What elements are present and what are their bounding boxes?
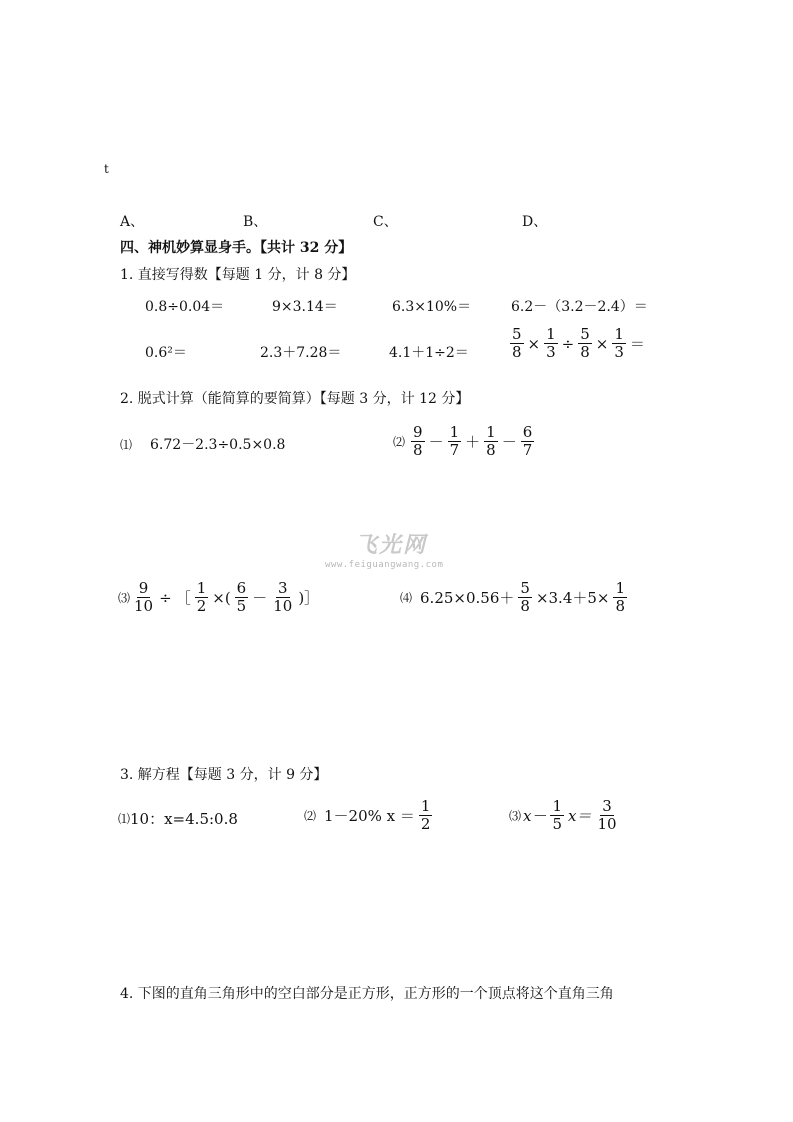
option-a: A、 — [120, 214, 145, 230]
fraction: $\frac{1}{3}$ — [546, 325, 556, 362]
fraction: $\frac{5}{8}$ — [512, 325, 522, 362]
q2-problem-4: ⑷ 6.25×0.56＋ $\frac{5}{8}$ ×3.4＋5× $\frac{1}{8}$ — [400, 579, 626, 616]
q1-item-4: 6.2－（3.2－2.4）＝ — [511, 299, 648, 315]
q4-text: 4. 下图的直角三角形中的空白部分是正方形，正方形的一个顶点将这个直角三角 — [120, 986, 614, 1002]
q1-item-7: 4.1＋1÷2＝ — [389, 345, 469, 361]
q3-problem-1: ⑴ 10：x=4.5:0.8 — [118, 810, 238, 828]
option-b: B、 — [243, 214, 268, 230]
q2-problem-1: ⑴ 6.72－2.3÷0.5×0.8 — [120, 437, 286, 453]
q3-problem-3: ⑶ x－ $\frac{1}{5}$ x＝ $\frac{3}{10}$ — [509, 797, 617, 834]
q2-problem-3: ⑶ $\frac{9}{10}$ ÷ ［ $\frac{1}{2}$ ×( $\frac{6}{5}$ － $\frac{3}{10}$ )］ — [118, 579, 320, 616]
q1-heading: 1. 直接写得数【每题 1 分，计 8 分】 — [120, 267, 356, 283]
q1-item-8: $\frac{5}{8}$ × $\frac{1}{3}$ ÷ $\frac{5}{8}$ × $\frac{1}{3}$ ＝ — [512, 325, 645, 362]
fraction: $\frac{5}{8}$ — [580, 325, 590, 362]
q1-item-2: 9×3.14＝ — [272, 299, 338, 315]
q3-problem-2: ⑵ 1－20% x ＝ $\frac{1}{2}$ — [304, 797, 431, 834]
option-c: C、 — [373, 214, 398, 230]
watermark-logo: 飞光网 — [355, 533, 428, 558]
q2-problem-2: ⑵ $\frac{9}{8}$ － $\frac{1}{7}$ ＋ $\frac{1}{8}$ － $\frac{6}{7}$ — [393, 423, 533, 460]
watermark — [325, 528, 465, 584]
q1-item-6: 2.3＋7.28＝ — [260, 345, 342, 361]
section-title: 四、神机妙算显身手。【共计 32 分】 — [120, 240, 353, 256]
q3-heading: 3. 解方程【每题 3 分，计 9 分】 — [120, 767, 328, 783]
option-d: D、 — [522, 214, 548, 230]
stray-mark: t — [104, 162, 109, 176]
q1-item-1: 0.8÷0.04＝ — [145, 299, 225, 315]
q1-item-3: 6.3×10%＝ — [392, 299, 472, 315]
q1-item-5: 0.6²＝ — [145, 345, 187, 361]
fraction: $\frac{1}{3}$ — [614, 325, 624, 362]
q2-heading: 2. 脱式计算（能简算的要简算）【每题 3 分，计 12 分】 — [120, 391, 470, 407]
watermark-url: www.feiguangwang.com — [325, 560, 444, 570]
